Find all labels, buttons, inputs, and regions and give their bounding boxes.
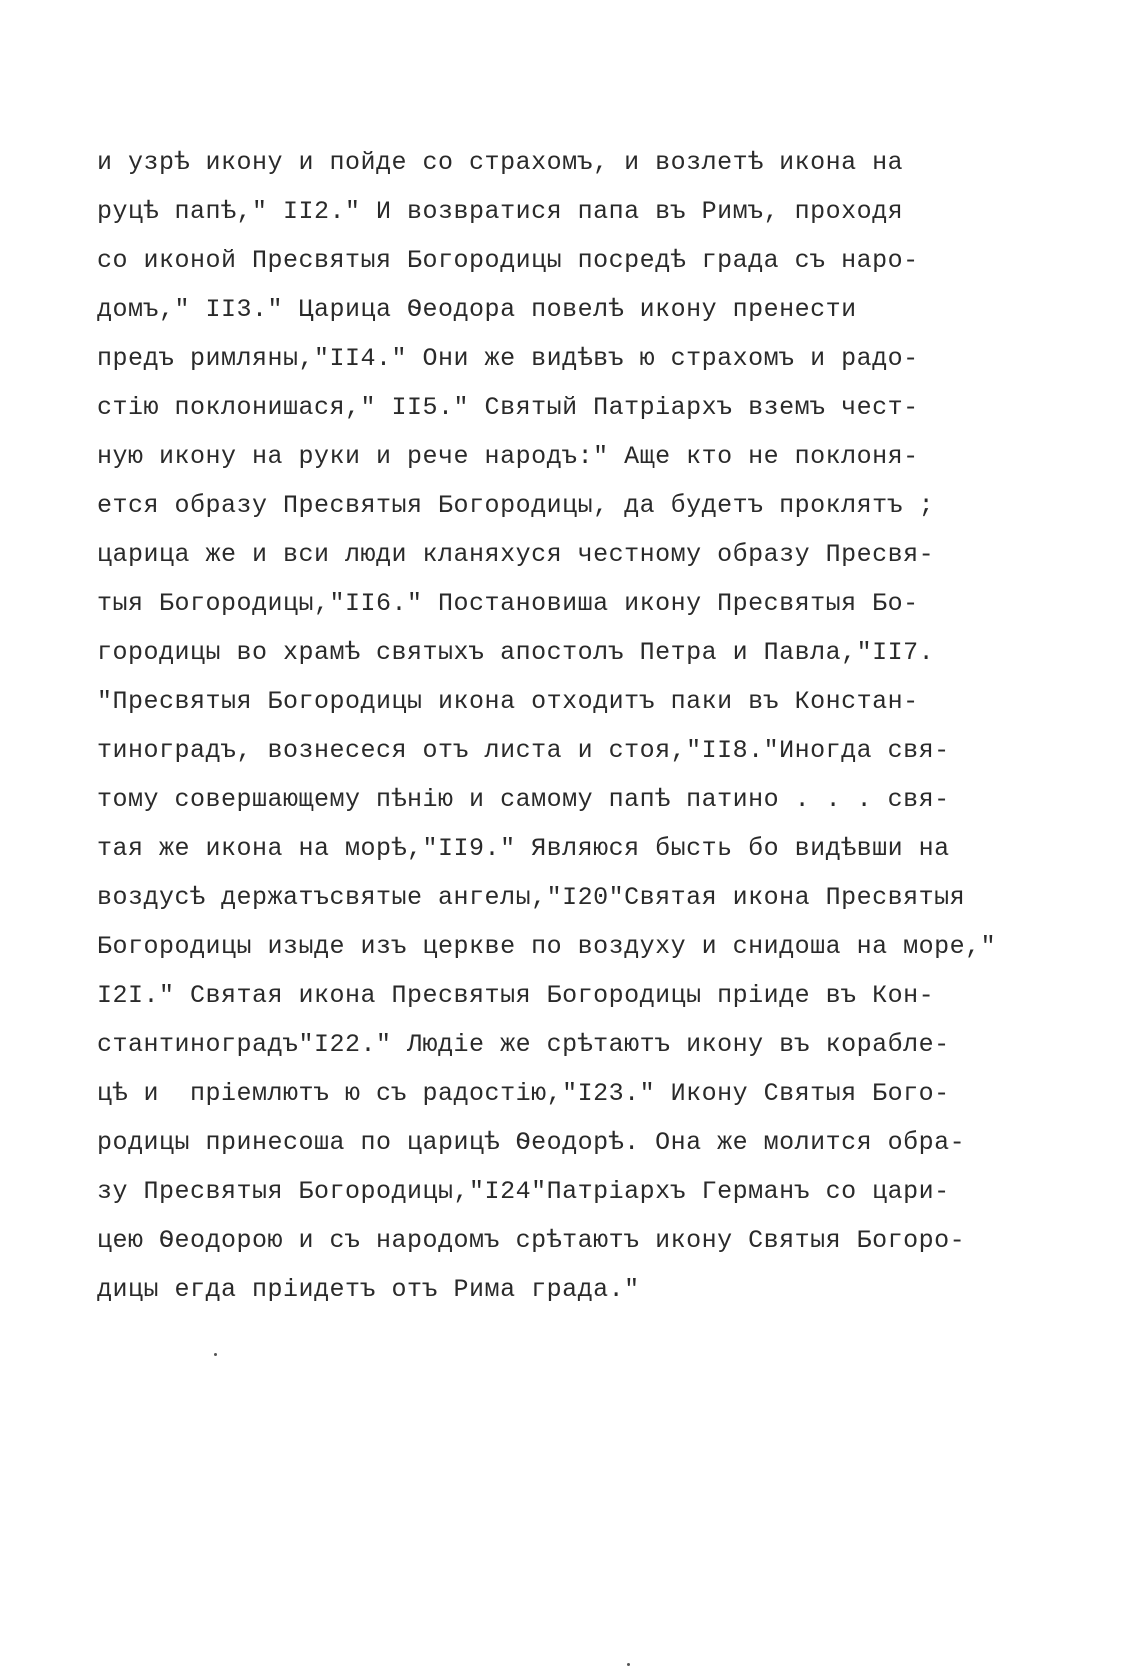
text-line-9: царица же и вси люди кланяхуся честному образу Пресвя- bbox=[97, 540, 935, 569]
text-line-18: I2I." Святая икона Пресвятыя Богородицы прiиде въ Кон- bbox=[97, 981, 935, 1010]
text-line-24: дицы егда прiидетъ отъ Рима града." bbox=[97, 1275, 640, 1304]
text-line-21: родицы принесоша по царицѣ Ѳеодорѣ. Она же молится обра- bbox=[97, 1128, 966, 1157]
text-line-19: стантиноградъ"I22." Людiе же срѣтаютъ икону въ корабле- bbox=[97, 1030, 950, 1059]
text-line-6: стiю поклонишася," II5." Святый Патрiархъ вземъ чест- bbox=[97, 393, 919, 422]
text-line-2: руцѣ папѣ," II2." И возвратися папа въ Римъ, проходя bbox=[97, 197, 904, 226]
text-line-11: городицы во храмѣ святыхъ апостолъ Петра и Павла,"II7. bbox=[97, 638, 935, 667]
text-line-3: со иконой Пресвятыя Богородицы посредѣ града съ наро- bbox=[97, 246, 919, 275]
text-line-22: зу Пресвятыя Богородицы,"I24"Патрiархъ Германъ со цари- bbox=[97, 1177, 950, 1206]
text-line-16: воздусѣ держатъсвятые ангелы,"I20"Святая икона Пресвятыя bbox=[97, 883, 966, 912]
text-line-17: Богородицы изыде изъ церкве по воздуху и снидоша на море," bbox=[97, 932, 997, 961]
paper-speck bbox=[214, 1353, 217, 1356]
text-line-20: цѣ и прiемлютъ ю съ радостiю,"I23." Икону Святыя Бого- bbox=[97, 1079, 950, 1108]
text-line-1: и узрѣ икону и пойде со страхомъ, и возлетѣ икона на bbox=[97, 148, 904, 177]
text-line-8: ется образу Пресвятыя Богородицы, да будетъ проклятъ ; bbox=[97, 491, 935, 520]
text-line-14: тому совершающему пѣнiю и самому папѣ патино . . . свя- bbox=[97, 785, 950, 814]
text-line-10: тыя Богородицы,"II6." Постановиша икону Пресвятыя Бо- bbox=[97, 589, 919, 618]
text-line-4: домъ," II3." Царица Ѳеодора повелѣ икону пренести bbox=[97, 295, 857, 324]
text-line-12: "Пресвятыя Богородицы икона отходитъ паки въ Констан- bbox=[97, 687, 919, 716]
text-line-5: предъ римляны,"II4." Они же видѣвъ ю страхомъ и радо- bbox=[97, 344, 919, 373]
paper-speck bbox=[627, 1663, 630, 1666]
text-line-23: цею Ѳеодорою и съ народомъ срѣтаютъ икону Святыя Богоро- bbox=[97, 1226, 966, 1255]
text-line-7: ную икону на руки и рече народъ:" Аще кто не поклоня- bbox=[97, 442, 919, 471]
text-line-13: тиноградъ, вознесеся отъ листа и стоя,"II8."Иногда свя- bbox=[97, 736, 950, 765]
text-line-15: тая же икона на морѣ,"II9." Являюся бысть бо видѣвши на bbox=[97, 834, 950, 863]
typewritten-text bbox=[97, 138, 1057, 1314]
